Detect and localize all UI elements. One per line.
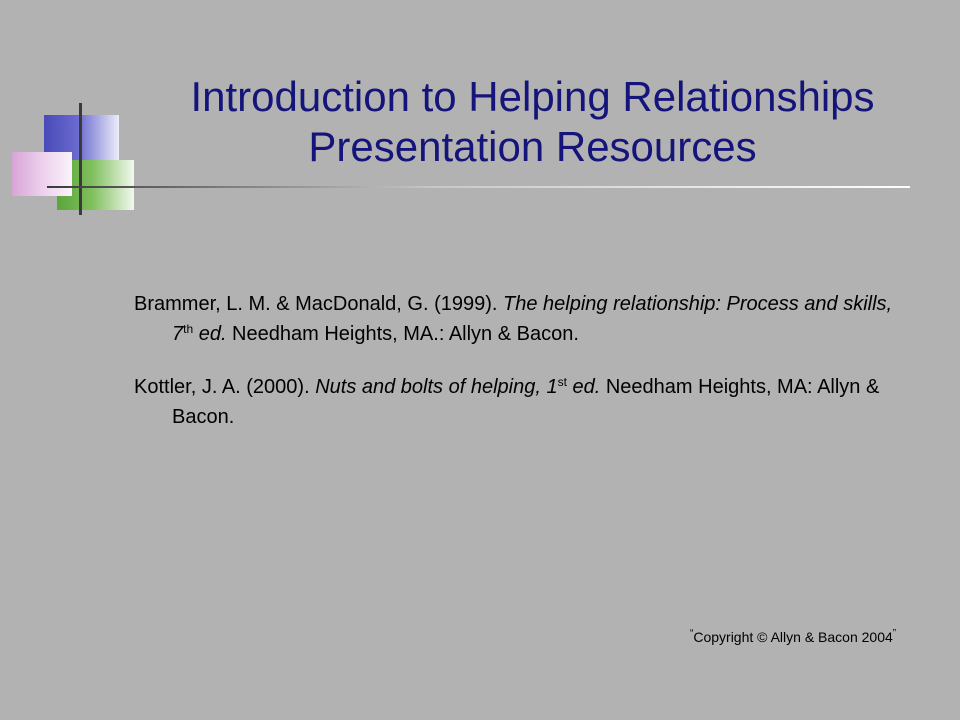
reference-list [134, 289, 904, 455]
reference-edition-label: ed. [566, 376, 601, 398]
reference-book-title: The helping relationship: Process and skills, 7 [172, 293, 893, 345]
reference-publisher: Needham Heights, MA.: Allyn & Bacon. [226, 323, 579, 345]
reference-item [134, 372, 904, 432]
reference-item [134, 289, 904, 349]
reference-edition-label: ed. [193, 323, 227, 345]
vertical-rule [79, 103, 82, 215]
reference-edition-suffix: th [183, 322, 194, 336]
reference-authors: Brammer, L. M. & MacDonald, G. (1999). [134, 293, 504, 315]
slide-title-line-2: Presentation Resources [308, 123, 757, 170]
copyright-notice [690, 625, 935, 646]
pink-square-decoration [12, 152, 72, 196]
slide-title [140, 72, 925, 172]
reference-authors: Kottler, J. A. (2000). [134, 376, 316, 398]
slide-title-line-1: Introduction to Helping Relationships [190, 73, 875, 120]
copyright-text: Copyright © Allyn & Bacon 2004 [693, 629, 893, 645]
decorative-squares-graphic [0, 0, 150, 230]
reference-book-title: Nuts and bolts of helping, 1 [315, 376, 558, 398]
copyright-close-quote: ” [892, 628, 897, 639]
reference-publisher: Needham Heights, MA: Allyn & Bacon. [172, 376, 880, 428]
title-underline-rule [47, 186, 910, 188]
reference-edition-suffix: st [557, 375, 567, 389]
copyright-open-quote: “ [690, 628, 694, 639]
